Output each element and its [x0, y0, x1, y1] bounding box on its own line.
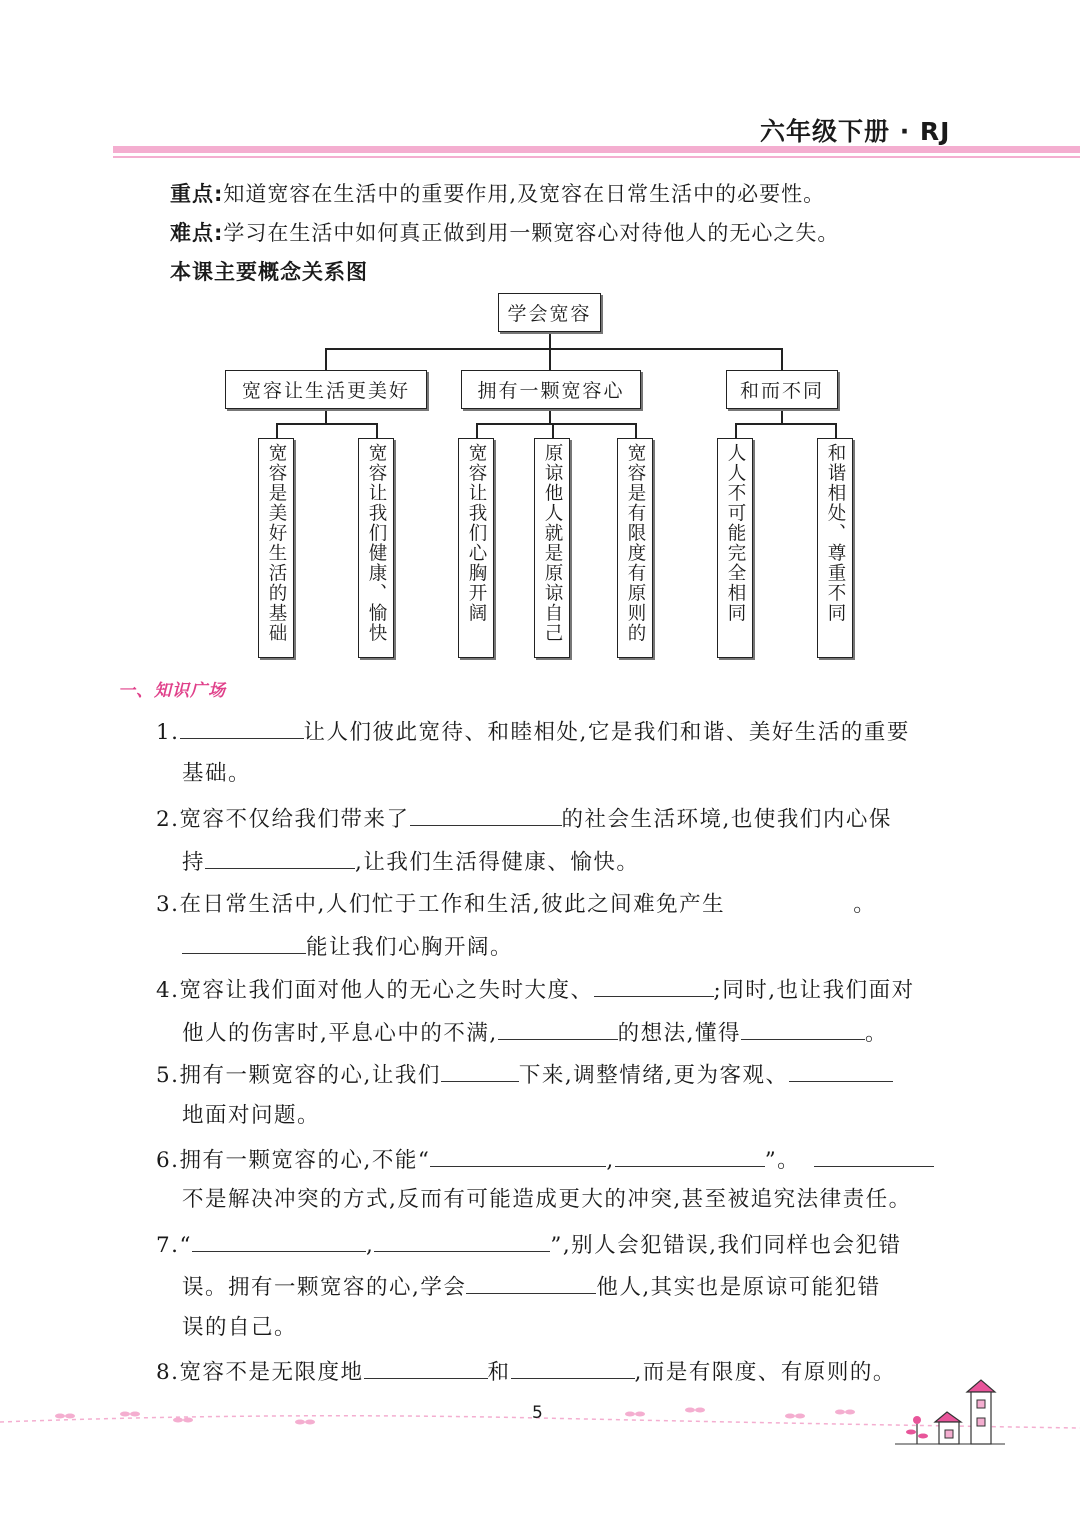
root-node [498, 293, 601, 332]
connector [735, 423, 836, 425]
question-text: , [606, 1148, 615, 1173]
question-6 [156, 1144, 934, 1175]
connector [635, 423, 637, 438]
question-number: 5. [156, 1063, 180, 1088]
question-text: ,而是有限度、有原则的。 [634, 1360, 896, 1385]
question-number: 7. [156, 1233, 180, 1258]
question-text: 能让我们心胸开阔。 [306, 935, 514, 960]
answer-blank[interactable] [441, 1059, 519, 1082]
answer-blank[interactable] [498, 1017, 618, 1040]
question-7 [156, 1229, 902, 1260]
answer-blank[interactable] [192, 1229, 366, 1252]
question-8 [156, 1356, 896, 1387]
connector [781, 348, 783, 370]
connector [376, 423, 378, 438]
leaf-node-label: 宽容让我们健康、愉快 [366, 443, 387, 643]
concept-diagram [0, 0, 1080, 700]
leaf-node [534, 438, 570, 658]
connector [549, 348, 551, 370]
question-2 [156, 803, 892, 834]
question-number: 8. [156, 1360, 180, 1385]
connector [549, 407, 551, 423]
connector [325, 348, 782, 350]
leaf-node-label: 人人不可能完全相同 [725, 443, 746, 623]
answer-blank[interactable] [789, 1059, 893, 1082]
answer-blank[interactable] [182, 931, 306, 954]
question-7-cont [182, 1271, 881, 1302]
question-text: ”,别人会犯错误,我们同样也会犯错 [550, 1233, 902, 1258]
question-text: 误的自己。 [182, 1315, 298, 1340]
question-number: 1. [156, 720, 180, 745]
difficult-point-text: 学习在生活中如何真正做到用一颗宽容心对待他人的无心之失。 [223, 221, 840, 245]
question-text: 他人,其实也是原谅可能犯错 [596, 1275, 881, 1300]
connector [476, 423, 636, 425]
key-point-text: 知道宽容在生活中的重要作用,及宽容在日常生活中的必要性。 [223, 182, 826, 206]
difficult-point-label: 难点: [170, 221, 224, 245]
question-6-cont [182, 1186, 912, 1214]
question-text: 的想法,懂得 [617, 1021, 742, 1046]
connector [325, 407, 327, 423]
leaf-node-label: 宽容是美好生活的基础 [266, 443, 287, 643]
question-text: ;同时,也让我们面对 [713, 978, 915, 1003]
leaf-node-label: 宽容让我们心胸开阔 [466, 443, 487, 623]
question-7-cont2 [182, 1314, 297, 1342]
question-text: 宽容不仅给我们带来了 [179, 807, 410, 832]
leaf-node [717, 438, 753, 658]
answer-blank[interactable] [511, 1356, 635, 1379]
branch-node-label: 和而不同 [739, 380, 824, 402]
leaf-node [458, 438, 494, 658]
branch-node-label: 拥有一颗宽容心 [477, 380, 625, 402]
leaf-node [258, 438, 294, 658]
question-1 [156, 716, 910, 747]
question-number: 4. [156, 978, 180, 1003]
question-text: 拥有一颗宽容的心,不能“ [179, 1148, 431, 1173]
answer-blank[interactable] [466, 1271, 596, 1294]
question-text: , [366, 1233, 375, 1258]
question-number: 6. [156, 1148, 180, 1173]
question-text: 误。拥有一颗宽容的心,学会 [182, 1275, 467, 1300]
answer-blank[interactable] [814, 1144, 934, 1167]
leaf-node [617, 438, 653, 658]
key-point-label: 重点: [170, 182, 224, 206]
leaf-node [817, 438, 853, 658]
header-title: 六年级下册 · RJ [760, 117, 951, 146]
question-text: 他人的伤害时,平息心中的不满, [182, 1021, 498, 1046]
question-2-cont [182, 846, 639, 877]
leaf-icon [55, 1408, 855, 1425]
connector [276, 423, 377, 425]
question-text: 下来,调整情绪,更为客观、 [518, 1063, 789, 1088]
connector [835, 423, 837, 438]
connector [325, 348, 327, 370]
question-text: 不是解决冲突的方式,反而有可能造成更大的冲突,甚至被追究法律责任。 [182, 1187, 912, 1212]
question-number: 2. [156, 807, 180, 832]
question-4 [156, 974, 915, 1005]
question-text: 持 [182, 850, 206, 875]
leaf-node-label: 和谐相处、尊重不同 [825, 443, 846, 623]
answer-blank[interactable] [410, 803, 562, 826]
branch-node-label: 宽容让生活更美好 [241, 380, 410, 402]
question-text: ,让我们生活得健康、愉快。 [355, 850, 640, 875]
question-3 [156, 889, 876, 919]
connector [549, 330, 551, 348]
root-node-label: 学会宽容 [507, 303, 592, 325]
question-text: “ [179, 1233, 193, 1258]
leaf-node-label: 宽容是有限度有原则的 [625, 443, 646, 643]
question-4-cont [182, 1017, 888, 1048]
page-number: 5 [532, 1403, 543, 1423]
question-text: 。 [853, 892, 877, 917]
question-text: 在日常生活中,人们忙于工作和生活,彼此之间难免产生 [179, 892, 726, 917]
connector [552, 423, 554, 438]
question-5-cont [182, 1102, 320, 1130]
question-text: 的社会生活环境,也使我们内心保 [561, 807, 892, 832]
branch-node [726, 370, 838, 409]
branch-node [225, 370, 427, 409]
answer-blank[interactable] [594, 974, 714, 997]
question-text: 地面对问题。 [182, 1103, 321, 1128]
branch-node [461, 370, 641, 409]
question-text: 让人们彼此宽待、和睦相处,它是我们和谐、美好生活的重要 [303, 720, 910, 745]
connector [781, 407, 783, 423]
question-5 [156, 1059, 893, 1090]
question-text: 。 [865, 1021, 889, 1046]
connector [276, 423, 278, 438]
answer-blank[interactable] [615, 1144, 765, 1167]
connector [735, 423, 737, 438]
question-text: 拥有一颗宽容的心,让我们 [179, 1063, 441, 1088]
leaf-node-label: 原谅他人就是原谅自己 [542, 443, 563, 643]
question-3-cont [182, 931, 513, 962]
house-icon [895, 1378, 1005, 1448]
section-title: 一、知识广场 [118, 681, 226, 701]
answer-blank[interactable] [205, 846, 355, 869]
answer-blank[interactable] [364, 1356, 488, 1379]
question-text: 宽容不是无限度地 [179, 1360, 364, 1385]
question-1-cont [182, 760, 251, 788]
question-text: 基础。 [182, 761, 252, 786]
answer-blank[interactable] [180, 716, 304, 739]
leaf-node [358, 438, 394, 658]
answer-blank[interactable] [741, 1017, 865, 1040]
answer-blank[interactable] [430, 1144, 606, 1167]
question-number: 3. [156, 892, 180, 917]
question-text: ”。 [764, 1148, 801, 1173]
connector [476, 423, 478, 438]
question-text: 宽容让我们面对他人的无心之失时大度、 [179, 978, 594, 1003]
answer-blank[interactable] [374, 1229, 550, 1252]
diagram-title: 本课主要概念关系图 [170, 260, 368, 284]
question-text: 和 [487, 1360, 511, 1385]
answer-blank[interactable] [725, 889, 853, 911]
